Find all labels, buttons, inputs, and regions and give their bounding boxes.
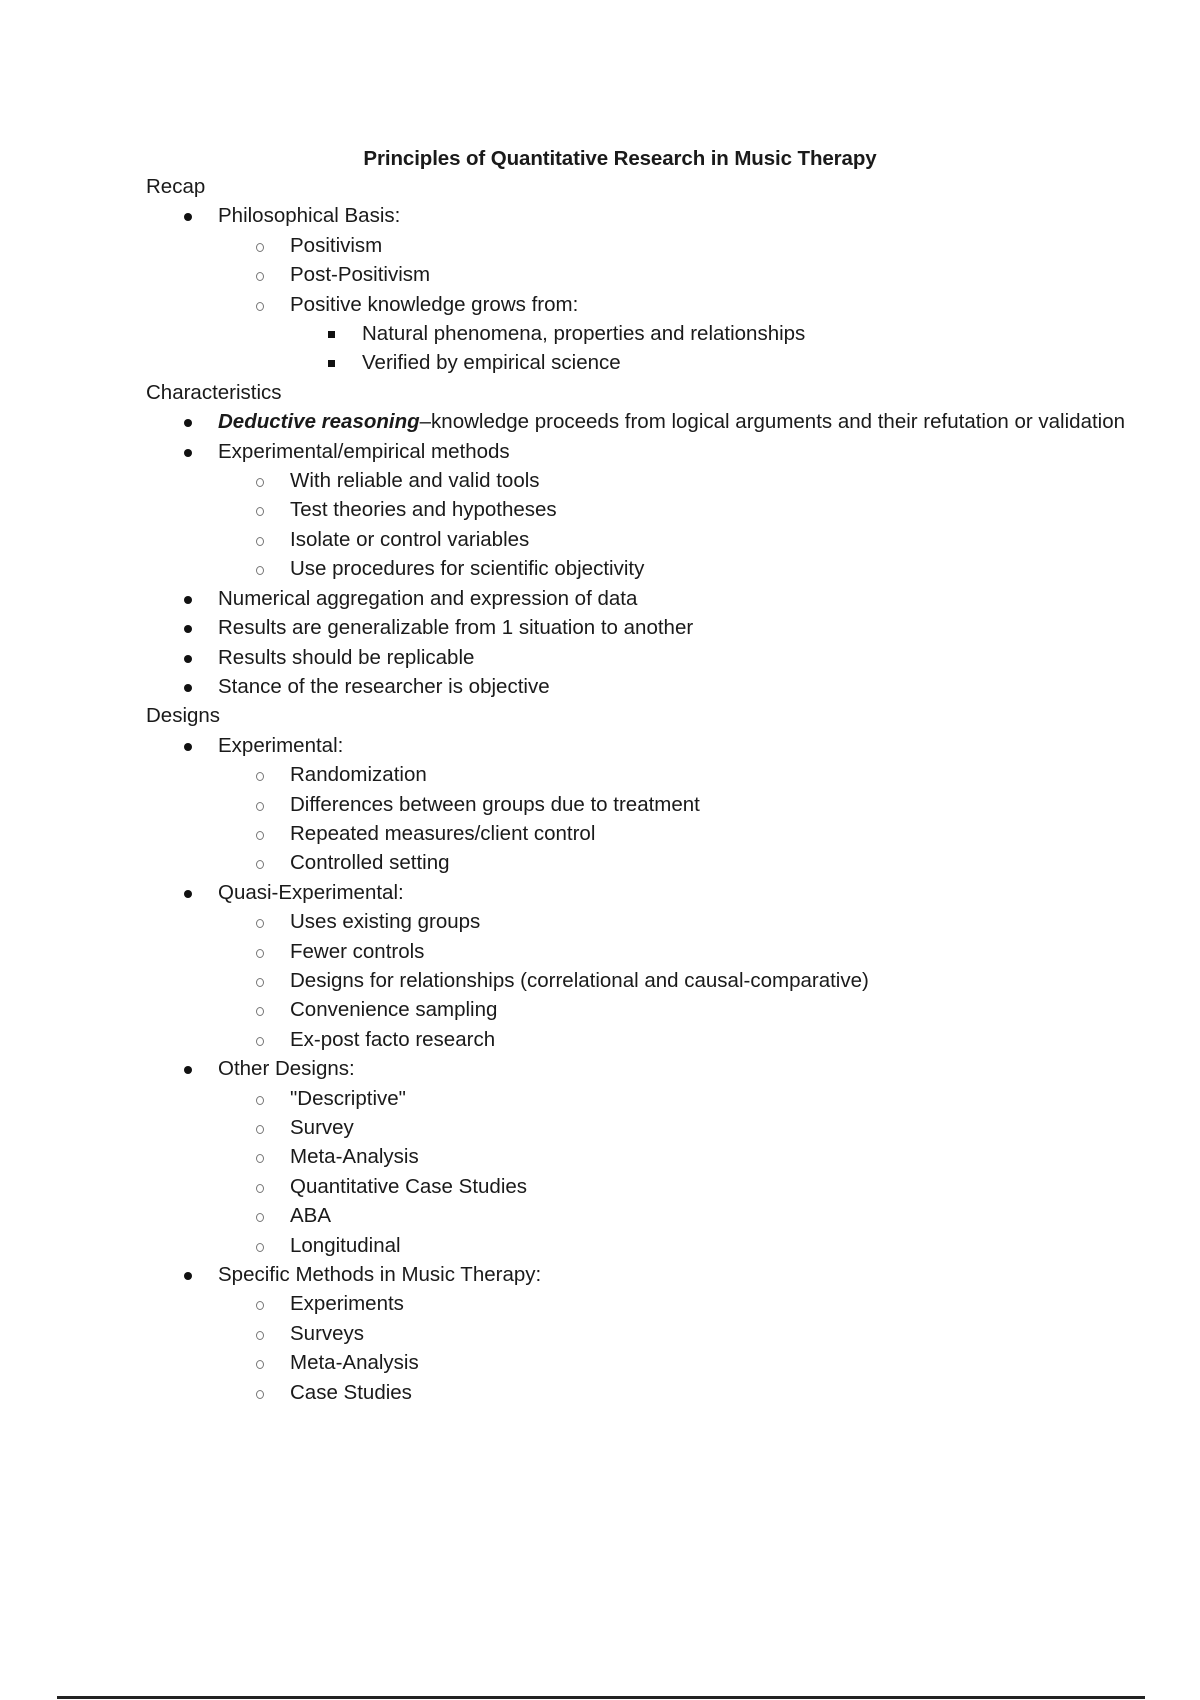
bullet-disc-icon bbox=[184, 596, 192, 604]
quasi-experimental-design-list bbox=[218, 907, 1126, 1054]
bullet-circle-icon bbox=[256, 1360, 264, 1369]
specific-methods-list bbox=[218, 1289, 1126, 1407]
bullet-disc-icon bbox=[184, 419, 192, 427]
section-heading-characteristics: Characteristics bbox=[146, 380, 282, 404]
list-item-text: Repeated measures/client control bbox=[290, 821, 596, 845]
bullet-disc-icon bbox=[184, 1066, 192, 1074]
list-item bbox=[218, 1319, 1126, 1348]
characteristics-list bbox=[146, 407, 1126, 701]
bullet-circle-icon bbox=[256, 831, 264, 840]
bullet-disc-icon bbox=[184, 625, 192, 633]
list-item-text: Designs for relationships (correlational and causal-comparative) bbox=[290, 968, 869, 992]
bullet-circle-icon bbox=[256, 243, 264, 252]
list-item bbox=[146, 201, 1126, 377]
list-item bbox=[218, 1084, 1126, 1113]
list-item-text: Positivism bbox=[290, 233, 383, 257]
list-item-text: Ex-post facto research bbox=[290, 1027, 496, 1051]
deductive-reasoning-definition: –knowledge proceeds from logical arguments and their refutation or validation bbox=[419, 410, 1126, 434]
bullet-square-icon bbox=[328, 331, 335, 338]
list-item-text: Specific Methods in Music Therapy: bbox=[218, 1263, 542, 1287]
list-item bbox=[146, 437, 1126, 584]
recap-list bbox=[146, 201, 1126, 377]
list-item bbox=[146, 1260, 1126, 1407]
list-item bbox=[218, 1172, 1126, 1201]
bullet-circle-icon bbox=[256, 1125, 264, 1134]
list-item bbox=[290, 319, 1126, 348]
list-item-text: Philosophical Basis: bbox=[218, 204, 401, 228]
list-item bbox=[218, 1289, 1126, 1318]
list-item bbox=[218, 231, 1126, 260]
bullet-disc-icon bbox=[184, 213, 192, 221]
list-item-text: Longitudinal bbox=[290, 1233, 401, 1257]
list-item bbox=[218, 907, 1126, 936]
bullet-circle-icon bbox=[256, 949, 264, 958]
bullet-circle-icon bbox=[256, 1096, 264, 1105]
list-item-text: Controlled setting bbox=[290, 851, 450, 875]
bullet-circle-icon bbox=[256, 1301, 264, 1310]
philosophical-basis-list bbox=[218, 231, 1126, 378]
list-item bbox=[146, 643, 1126, 672]
list-item bbox=[218, 260, 1126, 289]
bullet-circle-icon bbox=[256, 1154, 264, 1163]
list-item bbox=[218, 466, 1126, 495]
bullet-disc-icon bbox=[184, 655, 192, 663]
bullet-disc-icon bbox=[184, 743, 192, 751]
list-item bbox=[146, 878, 1126, 1054]
list-item-text: Test theories and hypotheses bbox=[290, 498, 557, 522]
list-item-text: Meta-Analysis bbox=[290, 1145, 419, 1169]
list-item bbox=[218, 937, 1126, 966]
list-item bbox=[218, 525, 1126, 554]
bullet-square-icon bbox=[328, 360, 335, 367]
list-item bbox=[218, 760, 1126, 789]
list-item-text: Uses existing groups bbox=[290, 910, 481, 934]
bullet-disc-icon bbox=[184, 684, 192, 692]
experimental-methods-list bbox=[218, 466, 1126, 584]
list-item-text: Experiments bbox=[290, 1292, 404, 1316]
list-item-text: Verified by empirical science bbox=[362, 351, 621, 375]
bullet-circle-icon bbox=[256, 537, 264, 546]
list-item bbox=[218, 1231, 1126, 1260]
bullet-circle-icon bbox=[256, 478, 264, 487]
bullet-circle-icon bbox=[256, 1243, 264, 1252]
list-item-text: Fewer controls bbox=[290, 939, 425, 963]
list-item bbox=[146, 672, 1126, 701]
bullet-circle-icon bbox=[256, 272, 264, 281]
list-item-text: Quasi-Experimental: bbox=[218, 880, 404, 904]
list-item bbox=[218, 790, 1126, 819]
bullet-circle-icon bbox=[256, 1213, 264, 1222]
bullet-circle-icon bbox=[256, 802, 264, 811]
list-item bbox=[146, 1054, 1126, 1260]
list-item-text: With reliable and valid tools bbox=[290, 469, 540, 493]
list-item bbox=[218, 819, 1126, 848]
list-item-text: Randomization bbox=[290, 763, 427, 787]
list-item-text: Results should be replicable bbox=[218, 645, 475, 669]
list-item-text: Convenience sampling bbox=[290, 998, 498, 1022]
bullet-circle-icon bbox=[256, 566, 264, 575]
bullet-circle-icon bbox=[256, 1007, 264, 1016]
document-title: Principles of Quantitative Research in Music Therapy bbox=[363, 147, 877, 170]
bullet-circle-icon bbox=[256, 1331, 264, 1340]
section-heading-recap: Recap bbox=[146, 175, 206, 198]
experimental-design-list bbox=[218, 760, 1126, 878]
list-item-text: Survey bbox=[290, 1116, 354, 1139]
designs-list bbox=[146, 731, 1126, 1407]
list-item-text: Results are generalizable from 1 situation to another bbox=[218, 616, 694, 640]
list-item-text: Case Studies bbox=[290, 1380, 412, 1404]
bullet-circle-icon bbox=[256, 860, 264, 869]
list-item bbox=[218, 1201, 1126, 1230]
list-item-text: Experimental: bbox=[218, 733, 344, 757]
list-item bbox=[218, 1025, 1126, 1054]
bullet-circle-icon bbox=[256, 302, 264, 311]
list-item bbox=[218, 495, 1126, 524]
list-item bbox=[290, 348, 1126, 377]
bullet-circle-icon bbox=[256, 507, 264, 516]
bullet-disc-icon bbox=[184, 449, 192, 457]
list-item-text: Isolate or control variables bbox=[290, 527, 530, 551]
other-designs-list bbox=[218, 1084, 1126, 1260]
list-item-text: Differences between groups due to treatment bbox=[290, 792, 700, 816]
list-item-text: Numerical aggregation and expression of data bbox=[218, 586, 638, 610]
list-item bbox=[218, 1348, 1126, 1377]
list-item bbox=[146, 731, 1126, 878]
list-item bbox=[218, 966, 1126, 995]
list-item-text: Quantitative Case Studies bbox=[290, 1174, 528, 1198]
deductive-reasoning-term: Deductive reasoning bbox=[218, 410, 420, 434]
list-item bbox=[146, 407, 1126, 436]
section-heading-designs: Designs bbox=[146, 704, 221, 728]
list-item bbox=[218, 554, 1126, 583]
list-item bbox=[146, 613, 1126, 642]
list-item-text: Experimental/empirical methods bbox=[218, 439, 510, 463]
positive-knowledge-list bbox=[290, 319, 1126, 378]
list-item-text: "Descriptive" bbox=[290, 1086, 406, 1110]
bullet-circle-icon bbox=[256, 978, 264, 987]
list-item-text: Other Designs: bbox=[218, 1057, 355, 1081]
list-item bbox=[218, 1113, 1126, 1142]
bullet-circle-icon bbox=[256, 1037, 264, 1046]
list-item-text: Use procedures for scientific objectivity bbox=[290, 557, 645, 581]
list-item bbox=[218, 1142, 1126, 1171]
bullet-circle-icon bbox=[256, 772, 264, 781]
bullet-disc-icon bbox=[184, 890, 192, 898]
document-body bbox=[146, 172, 1126, 1407]
bullet-circle-icon bbox=[256, 919, 264, 928]
list-item bbox=[218, 995, 1126, 1024]
list-item bbox=[146, 584, 1126, 613]
list-item bbox=[218, 848, 1126, 877]
list-item-text: Post-Positivism bbox=[290, 263, 431, 287]
page-bottom-divider bbox=[57, 1696, 1145, 1699]
bullet-circle-icon bbox=[256, 1184, 264, 1193]
list-item bbox=[218, 290, 1126, 378]
list-item-text: ABA bbox=[290, 1204, 332, 1228]
list-item-text: Natural phenomena, properties and relationships bbox=[362, 322, 806, 346]
bullet-disc-icon bbox=[184, 1272, 192, 1280]
list-item-text: Positive knowledge grows from: bbox=[290, 292, 579, 316]
bullet-circle-icon bbox=[256, 1390, 264, 1399]
list-item-text: Meta-Analysis bbox=[290, 1351, 419, 1375]
list-item-text: Stance of the researcher is objective bbox=[218, 674, 550, 698]
list-item-text: Surveys bbox=[290, 1321, 365, 1345]
list-item bbox=[218, 1378, 1126, 1407]
